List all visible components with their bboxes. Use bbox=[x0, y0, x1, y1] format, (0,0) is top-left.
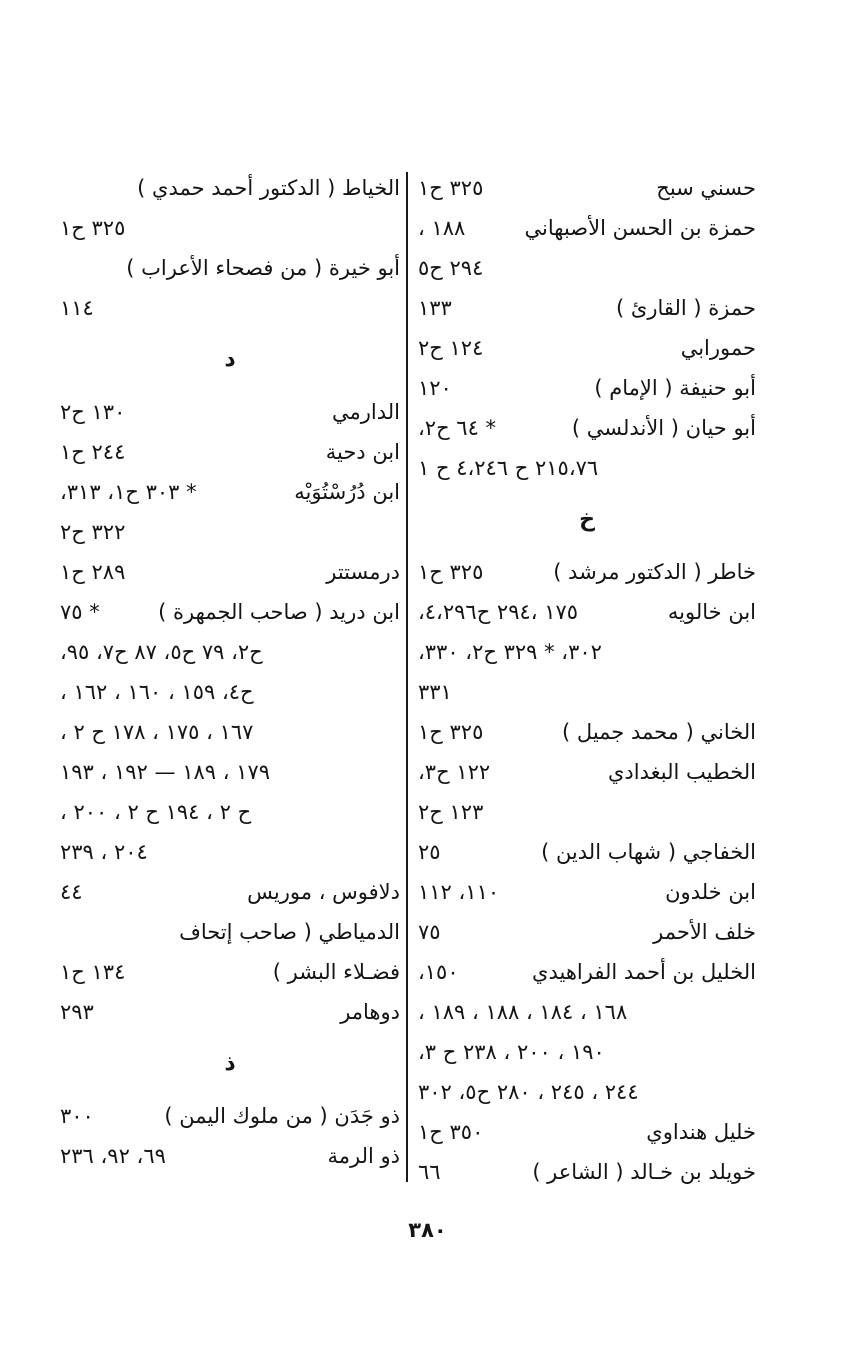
page-number: ٣٨٠ bbox=[408, 1218, 447, 1242]
entry-name: الخياط ( الدكتور أحمد حمدي ) bbox=[137, 176, 400, 200]
page-refs: ٣٠٠ bbox=[60, 1104, 94, 1128]
index-continuation bbox=[418, 792, 756, 832]
entry-name: ابن خلدون bbox=[665, 880, 756, 904]
index-entry bbox=[418, 912, 756, 952]
page-refs: ح ٢ ، ١٩٤ ح ٢ ، ٢٠٠ ، bbox=[60, 800, 252, 824]
page-refs: ١٨٨ ، bbox=[418, 216, 466, 240]
page-refs: ٢١٥،٧٦ ح ٤،٢٤٦ ح ١ bbox=[418, 456, 599, 480]
page-refs: ٣٢٢ ح٢ bbox=[60, 520, 126, 544]
page-refs: ٢٩٣ bbox=[60, 1000, 94, 1024]
index-entry bbox=[418, 592, 756, 632]
index-entry bbox=[418, 952, 756, 992]
index-continuation bbox=[60, 792, 400, 832]
index-entry bbox=[418, 208, 756, 248]
page-refs: ٢٩٤ ح٥ bbox=[418, 256, 484, 280]
index-entry bbox=[60, 912, 400, 952]
index-entry bbox=[60, 392, 400, 432]
entry-name: ذو الرمة bbox=[327, 1144, 400, 1168]
entry-name: الخليل بن أحمد الفراهيدي bbox=[532, 960, 756, 984]
entry-name: حمورابي bbox=[680, 336, 756, 360]
index-entry bbox=[418, 368, 756, 408]
page-refs: ٧٥ bbox=[418, 920, 441, 944]
entry-name: الخفاجي ( شهاب الدين ) bbox=[541, 840, 756, 864]
entry-name: دلافوس ، موريس bbox=[247, 880, 400, 904]
page-refs: ح٢، ٧٩ ح٥، ٨٧ ح٧، ٩٥، bbox=[60, 640, 263, 664]
index-entry bbox=[418, 1152, 756, 1192]
index-continuation bbox=[418, 672, 756, 712]
index-entry bbox=[60, 952, 400, 992]
index-entry bbox=[60, 472, 400, 512]
entry-name: خاطر ( الدكتور مرشد ) bbox=[553, 560, 756, 584]
section-letter: خ bbox=[579, 507, 595, 532]
index-entry bbox=[418, 872, 756, 912]
index-entry bbox=[418, 752, 756, 792]
index-continuation bbox=[418, 1032, 756, 1072]
page-refs: ١٢٢ ح٣، bbox=[418, 760, 491, 784]
page-refs: ٣٢٥ ح١ bbox=[418, 176, 484, 200]
page-refs: ٦٩، ٩٢، ٢٣٦ bbox=[60, 1144, 166, 1168]
page-refs: ٣٢٥ ح١ bbox=[418, 560, 484, 584]
index-entry bbox=[418, 328, 756, 368]
page-refs: ١٧٩ ، ١٨٩ — ١٩٢ ، ١٩٣ bbox=[60, 760, 271, 784]
index-continuation bbox=[418, 1072, 756, 1112]
entry-name: الدمياطي ( صاحب إتحاف bbox=[179, 920, 400, 944]
page-refs: ١٦٧ ، ١٧٥ ، ١٧٨ ح ٢ ، bbox=[60, 720, 254, 744]
index-entry bbox=[60, 872, 400, 912]
page-refs: * ٣٠٣ ح١، ٣١٣، bbox=[60, 480, 197, 504]
page-refs: ١٦٨ ، ١٨٤ ، ١٨٨ ، ١٨٩ ، bbox=[418, 1000, 628, 1024]
entry-name: الدارمي bbox=[332, 400, 400, 424]
page-refs: ٤٤ bbox=[60, 880, 83, 904]
entry-name: الخطيب البغدادي bbox=[608, 760, 756, 784]
index-continuation bbox=[60, 512, 400, 552]
page-refs: * ٦٤ ح٢، bbox=[418, 416, 497, 440]
index-continuation bbox=[60, 208, 400, 248]
section-letter: ذ bbox=[224, 1051, 236, 1076]
entry-name: ابن خالويه bbox=[667, 600, 756, 624]
page-refs: ١٢٤ ح٢ bbox=[418, 336, 484, 360]
entry-name: ابن دُرُسْتُوَيْه bbox=[294, 480, 400, 504]
entry-name: أبو حنيفة ( الإمام ) bbox=[594, 376, 756, 400]
index-entry bbox=[60, 248, 400, 288]
index-continuation bbox=[60, 288, 400, 328]
index-continuation bbox=[60, 712, 400, 752]
index-continuation bbox=[60, 632, 400, 672]
left-column bbox=[60, 168, 400, 1176]
page-refs: ٢٤٤ ح١ bbox=[60, 440, 126, 464]
section-letter: د bbox=[224, 347, 236, 372]
entry-name: أبو حيان ( الأندلسي ) bbox=[571, 416, 756, 440]
page-refs: ١١٠، ١١٢ bbox=[418, 880, 500, 904]
entry-name: درمستتر bbox=[326, 560, 400, 584]
page-refs: * ٧٥ bbox=[60, 600, 100, 624]
page-refs: ٢٥ bbox=[418, 840, 441, 864]
index-continuation bbox=[418, 632, 756, 672]
page-refs: ١٥٠، bbox=[418, 960, 459, 984]
index-entry bbox=[418, 168, 756, 208]
index-entry bbox=[60, 992, 400, 1032]
page-refs: ١٢٠ bbox=[418, 376, 452, 400]
index-continuation bbox=[60, 672, 400, 712]
page-refs: ٣٥٠ ح١ bbox=[418, 1120, 484, 1144]
entry-name: ذو جَدَن ( من ملوك اليمن ) bbox=[164, 1104, 400, 1128]
page-refs: ١٢٣ ح٢ bbox=[418, 800, 484, 824]
index-continuation bbox=[60, 752, 400, 792]
page-refs: ٢٨٩ ح١ bbox=[60, 560, 126, 584]
index-entry bbox=[60, 168, 400, 208]
index-entry bbox=[418, 832, 756, 872]
page-refs: ٣٣١ bbox=[418, 680, 452, 704]
index-continuation bbox=[418, 992, 756, 1032]
right-column bbox=[418, 168, 756, 1192]
index-entry bbox=[418, 712, 756, 752]
entry-name: حسني سبح bbox=[656, 176, 756, 200]
column-divider bbox=[406, 172, 408, 1182]
index-continuation bbox=[418, 248, 756, 288]
index-continuation bbox=[418, 448, 756, 488]
entry-name: ابن دحية bbox=[325, 440, 400, 464]
page-refs: ٣٠٢، * ٣٢٩ ح٢، ٣٣٠، bbox=[418, 640, 602, 664]
page-refs: ٢٠٤ ، ٢٣٩ bbox=[60, 840, 148, 864]
entry-name: خليل هنداوي bbox=[646, 1120, 756, 1144]
index-continuation bbox=[60, 832, 400, 872]
index-entry bbox=[60, 552, 400, 592]
page-refs: ١٣٤ ح١ bbox=[60, 960, 126, 984]
entry-name: ابن دريد ( صاحب الجمهرة ) bbox=[158, 600, 400, 624]
entry-name: أبو خيرة ( من فصحاء الأعراب ) bbox=[126, 256, 400, 280]
entry-name: الخاني ( محمد جميل ) bbox=[562, 720, 756, 744]
entry-name: دوهامر bbox=[340, 1000, 400, 1024]
entry-name: حمزة بن الحسن الأصبهاني bbox=[524, 216, 756, 240]
page-refs: ٢٤٤ ، ٢٤٥ ، ٢٨٠ ح٥، ٣٠٢ bbox=[418, 1080, 639, 1104]
index-entry bbox=[60, 1136, 400, 1176]
index-entry bbox=[418, 288, 756, 328]
index-entry bbox=[60, 432, 400, 472]
index-entry bbox=[418, 408, 756, 448]
page-refs: ١٩٠ ، ٢٠٠ ، ٢٣٨ ح ٣، bbox=[418, 1040, 605, 1064]
page-refs: ح٤، ١٥٩ ، ١٦٠ ، ١٦٢ ، bbox=[60, 680, 254, 704]
page-refs: ١١٤ bbox=[60, 296, 94, 320]
page-refs: ٣٢٥ ح١ bbox=[418, 720, 484, 744]
page-refs: ٦٦ bbox=[418, 1160, 441, 1184]
entry-name: خلف الأحمر bbox=[653, 920, 756, 944]
entry-name: خويلد بن خـالد ( الشاعر ) bbox=[532, 1160, 756, 1184]
entry-name: فضـلاء البشر ) bbox=[272, 960, 400, 984]
index-entry bbox=[418, 1112, 756, 1152]
page-refs: ١٣٣ bbox=[418, 296, 452, 320]
page-refs: ١٧٥ ،٢٩٤ ح٤،٢٩٦، bbox=[418, 600, 579, 624]
entry-name: حمزة ( القارئ ) bbox=[616, 296, 756, 320]
index-entry bbox=[418, 552, 756, 592]
index-entry bbox=[60, 592, 400, 632]
index-entry bbox=[60, 1096, 400, 1136]
page-refs: ٣٢٥ ح١ bbox=[60, 216, 126, 240]
page-refs: ١٣٠ ح٢ bbox=[60, 400, 126, 424]
